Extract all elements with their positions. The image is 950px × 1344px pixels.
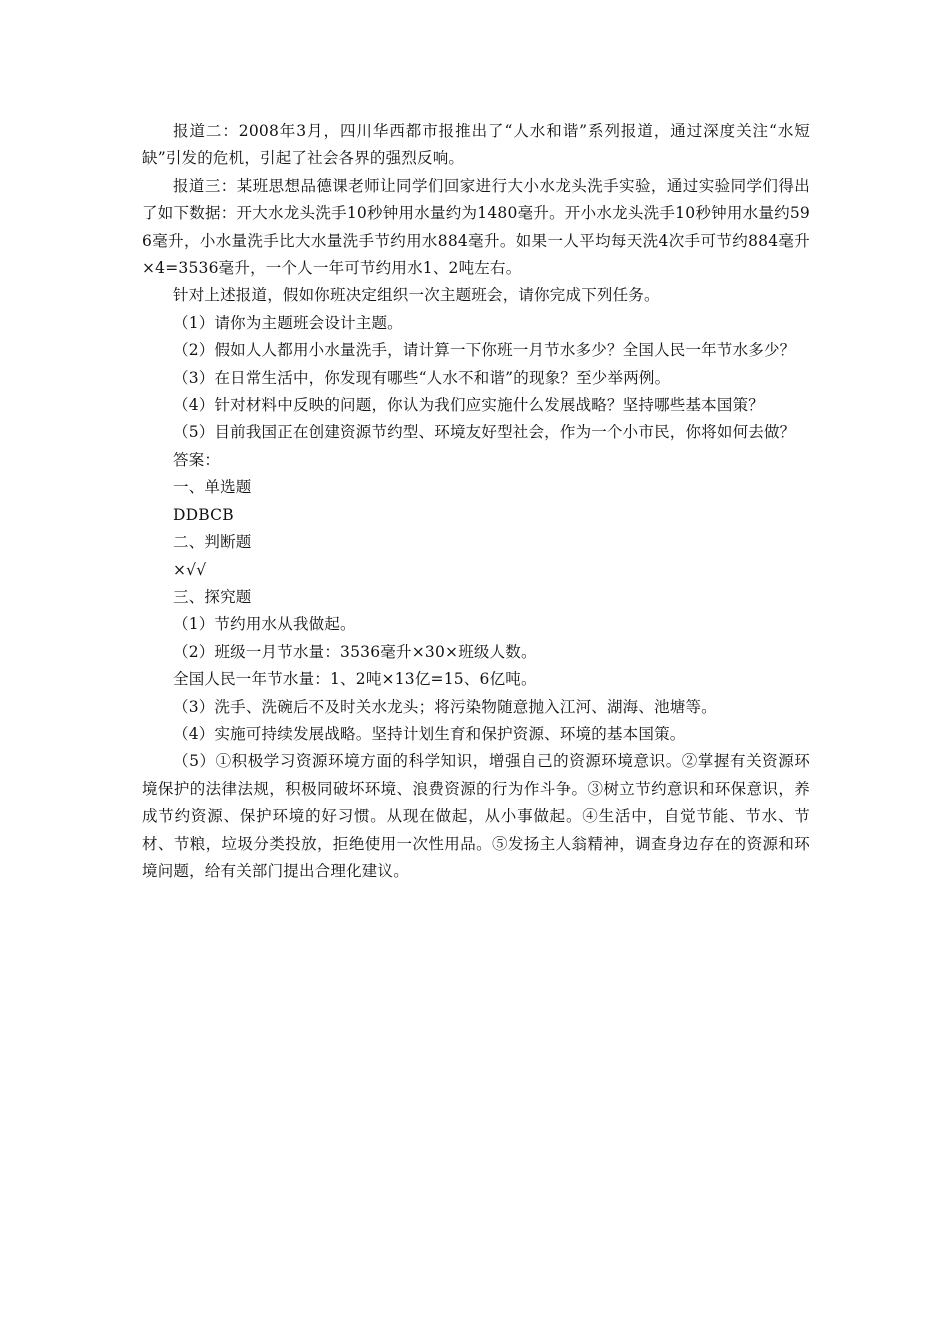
question-5: （5）目前我国正在创建资源节约型、环境友好型社会，作为一个小市民，你将如何去做？ [173, 423, 796, 442]
answer-item-2-continued: 全国人民一年节水量：1、2吨×13亿=15、6亿吨。 [173, 670, 537, 689]
document-body [142, 118, 810, 885]
answer-item-4: （4）实施可持续发展战略。坚持计划生育和保护资源、环境的基本国策。 [173, 724, 686, 743]
section-2-title: 二、判断题 [173, 533, 252, 552]
question-3: （3）在日常生活中，你发现有哪些“人水不和谐”的现象？至少举两例。 [173, 368, 671, 387]
question-1: （1）请你为主题班会设计主题。 [173, 313, 403, 332]
answers-heading: 答案： [173, 450, 221, 469]
section-3-title: 三、探究题 [173, 587, 252, 606]
report-two-paragraph: 报道二：2008年3月，四川华西都市报推出了“人水和谐”系列报道，通过深度关注“水短缺”引发的危机，引起了社会各界的强烈反响。 [142, 122, 810, 168]
report-three-paragraph: 报道三：某班思想品德课老师让同学们回家进行大小水龙头洗手实验，通过实验同学们得出了如下数据：开大水龙头洗手10秒钟用水量约为1480毫升。开小水龙头洗手10秒钟用水量约596毫升，小水量洗手比大水量洗手节约用水884毫升。如果一人平均每天洗4次手可节约884毫升×4=3536毫升，一个人一年可节约用水1、2吨左右。 [142, 176, 810, 278]
question-2: （2）假如人人都用小水量洗手，请计算一下你班一月节水多少？全国人民一年节水多少？ [173, 341, 796, 360]
answer-item-2: （2）班级一月节水量：3536毫升×30×班级人数。 [173, 642, 537, 661]
answer-item-3: （3）洗手、洗碗后不及时关水龙头；将污染物随意抛入江河、湖海、池塘等。 [173, 697, 717, 716]
answer-item-5: （5）①积极学习资源环境方面的科学知识，增强自己的资源环境意识。②掌握有关资源环境保护的法律法规，积极同破坏环境、浪费资源的行为作斗争。③树立节约意识和环保意识，养成节约资源、保护环境的好习惯。从现在做起，从小事做起。④生活中，自觉节能、节水、节材、节粮，垃圾分类投放，拒绝使用一次性用品。⑤发扬主人翁精神，调查身边存在的资源和环境问题，给有关部门提出合理化建议。 [142, 752, 810, 880]
task-intro-paragraph: 针对上述报道，假如你班决定组织一次主题班会，请你完成下列任务。 [173, 286, 660, 305]
section-1-answer: DDBCB [173, 505, 234, 524]
question-4: （4）针对材料中反映的问题，你认为我们应实施什么发展战略？坚持哪些基本国策？ [173, 396, 764, 415]
section-1-title: 一、单选题 [173, 478, 252, 497]
section-2-answer: ×√√ [173, 560, 207, 579]
answer-item-1: （1）节约用水从我做起。 [173, 615, 356, 634]
